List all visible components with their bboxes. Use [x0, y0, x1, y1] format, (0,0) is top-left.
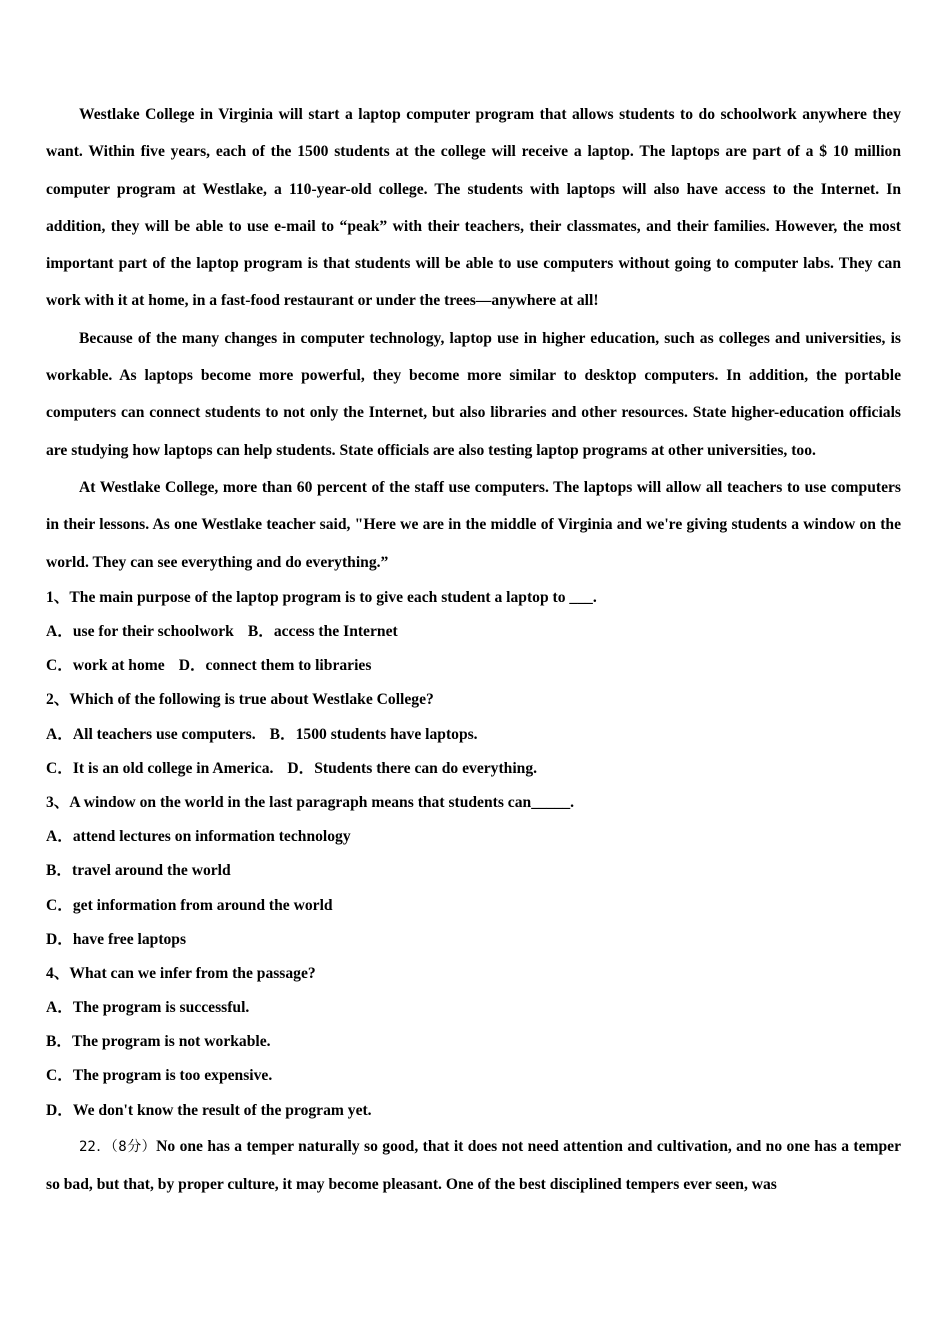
passage-paragraph-3: At Westlake College, more than 60 percent of the staff use computers. The laptops will allow all teachers to use computers in their lessons. As one Westlake teacher said, "Here we are in the middle of Virginia and we're giving students a window on the world. They can see everything and do everything.”	[46, 478, 901, 571]
passage-paragraph-2: Because of the many changes in computer technology, laptop use in higher education, such as colleges and universities, is workable. As laptops become more powerful, they become more similar to desktop computers. In addition, the portable computers can connect students to not only the Internet, but also libraries and other resources. State higher-education officials are studying how laptops can help students. State officials are also testing laptop programs at other universities, too.	[46, 329, 901, 459]
question-22-text: No one has a temper naturally so good, that it does not need attention and cultivation, and no one has a temper so bad, but that, by proper culture, it may become pleasant. One of the best disciplined tempers ever seen, was	[46, 1137, 901, 1194]
option-row	[46, 615, 901, 649]
option-b: B．The program is not workable.	[46, 1033, 271, 1051]
option-row	[46, 718, 901, 752]
option-c: C．It is an old college in America.	[46, 759, 274, 777]
question-1	[46, 581, 901, 684]
option-c: C．work at home	[46, 657, 165, 675]
option-d: D．Students there can do everything.	[287, 759, 538, 777]
option-row	[46, 752, 901, 786]
option-c: C．The program is too expensive.	[46, 1067, 273, 1085]
option-a: A．use for their schoolwork	[46, 623, 234, 641]
question-22-paragraph	[46, 1128, 901, 1204]
question-stem: 2、Which of the following is true about Westlake College?	[46, 691, 434, 709]
option-b: B．access the Internet	[247, 623, 398, 641]
option-a: A．attend lectures on information technology	[46, 828, 351, 846]
option-a: A．All teachers use computers.	[46, 725, 256, 743]
question-3	[46, 786, 901, 957]
option-d: D．connect them to libraries	[178, 657, 372, 675]
question-22-number: 22．（8分）	[79, 1138, 157, 1155]
question-stem: 3、A window on the world in the last paragraph means that students can_____.	[46, 793, 575, 811]
option-b: B．travel around the world	[46, 862, 231, 880]
option-d: D．have free laptops	[46, 930, 187, 948]
document-page	[46, 96, 901, 1203]
option-a: A．The program is successful.	[46, 999, 250, 1017]
passage-paragraph-1: Westlake College in Virginia will start a laptop computer program that allows students to do schoolwork anywhere they want. Within five years, each of the 1500 students at the college will receive a laptop. The laptops are part of a $ 10 million computer program at Westlake, a 110-year-old college. The students with laptops will also have access to the Internet. In addition, they will be able to use e-mail to “peak” with their teachers, their classmates, and their families. However, the most important part of the laptop program is that students will be able to use computers without going to computer labs. They can work with it at home, in a fast-food restaurant or under the trees—anywhere at all!	[46, 106, 901, 310]
option-d: D．We don't know the result of the program yet.	[46, 1101, 372, 1119]
question-stem: 1、The main purpose of the laptop program is to give each student a laptop to ___.	[46, 588, 597, 606]
option-row	[46, 649, 901, 683]
option-c: C．get information from around the world	[46, 896, 333, 914]
option-b: B．1500 students have laptops.	[269, 725, 478, 743]
question-stem: 4、What can we infer from the passage?	[46, 964, 316, 982]
question-4	[46, 957, 901, 1128]
question-2	[46, 683, 901, 786]
